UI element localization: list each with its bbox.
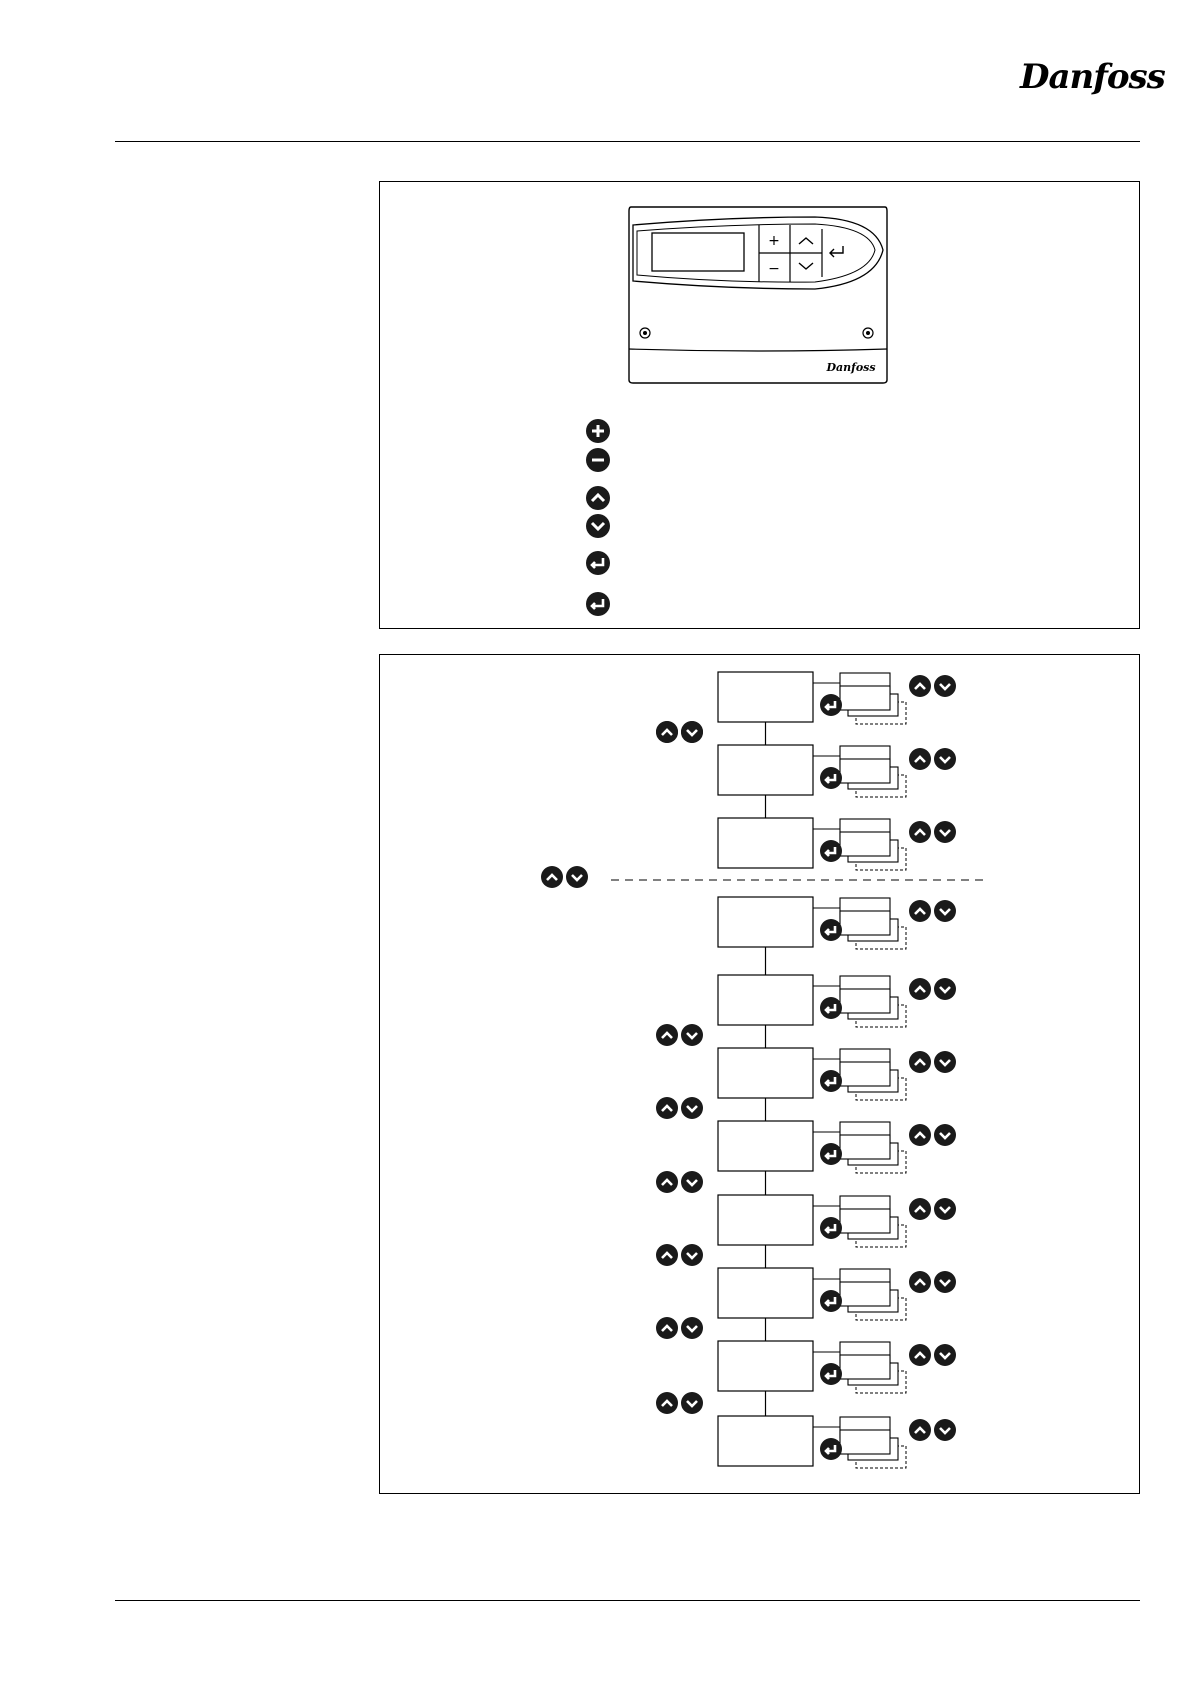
menu-diagram (379, 654, 1140, 1494)
parameter-box (840, 832, 890, 856)
down-button-icon (934, 1344, 956, 1366)
parameter-box (840, 1430, 890, 1454)
menu-item-box (718, 818, 813, 868)
enter-button-icon (820, 767, 842, 789)
up-button-icon (909, 978, 931, 1000)
down-button-icon (934, 1271, 956, 1293)
header-rule (115, 141, 1140, 142)
up-button-icon (909, 900, 931, 922)
danfoss-logo (1012, 52, 1165, 102)
up-button-icon (656, 1097, 678, 1119)
up-button-icon (656, 1024, 678, 1046)
down-button-icon (934, 1419, 956, 1441)
down-button-icon (681, 1024, 703, 1046)
menu-item-box (718, 897, 813, 947)
enter-button-icon (820, 997, 842, 1019)
menu-item-box (718, 1048, 813, 1098)
menu-item-box (718, 1268, 813, 1318)
parameter-box (840, 1135, 890, 1159)
down-button-icon (681, 1392, 703, 1414)
parameter-box (840, 911, 890, 935)
enter-button-icon (820, 840, 842, 862)
device-minus-key: − (768, 261, 780, 277)
parameter-box (840, 1209, 890, 1233)
down-button-icon (934, 1051, 956, 1073)
up-button-icon (909, 1271, 931, 1293)
down-button-icon (681, 721, 703, 743)
enter-button-icon (820, 919, 842, 941)
device-plus-key: + (768, 233, 780, 249)
enter-button-icon (820, 694, 842, 716)
parameter-box (840, 989, 890, 1013)
up-button-icon (585, 485, 611, 511)
up-button-icon (656, 1317, 678, 1339)
parameter-box (840, 759, 890, 783)
up-button-icon (656, 721, 678, 743)
device-small-logo: Danfoss (826, 361, 876, 374)
minus-button-icon (585, 447, 611, 473)
enter-button-icon (820, 1290, 842, 1312)
footer-rule (115, 1600, 1140, 1601)
menu-item-box (718, 1341, 813, 1391)
menu-item-box (718, 975, 813, 1025)
up-button-icon (909, 1419, 931, 1441)
up-button-icon (541, 866, 563, 888)
menu-item-box (718, 672, 813, 722)
down-button-icon (681, 1317, 703, 1339)
controller-illustration (625, 205, 890, 385)
menu-item-box (718, 745, 813, 795)
down-button-icon (934, 1198, 956, 1220)
menu-item-box (718, 1416, 813, 1466)
up-button-icon (909, 821, 931, 843)
menu-item-box (718, 1121, 813, 1171)
enter-button-icon (585, 550, 611, 576)
parameter-box (840, 1062, 890, 1086)
down-button-icon (934, 1124, 956, 1146)
up-button-icon (656, 1392, 678, 1414)
up-button-icon (909, 1344, 931, 1366)
down-button-icon (934, 978, 956, 1000)
up-button-icon (656, 1244, 678, 1266)
down-button-icon (566, 866, 588, 888)
danfoss-logo-text: Danfoss (1020, 57, 1165, 97)
up-button-icon (656, 1171, 678, 1193)
up-button-icon (909, 1198, 931, 1220)
menu-item-box (718, 1195, 813, 1245)
down-button-icon (934, 900, 956, 922)
down-button-icon (585, 513, 611, 539)
up-button-icon (909, 748, 931, 770)
down-button-icon (934, 821, 956, 843)
down-button-icon (681, 1097, 703, 1119)
enter-button-icon (820, 1143, 842, 1165)
down-button-icon (934, 675, 956, 697)
up-button-icon (909, 1051, 931, 1073)
parameter-box (840, 686, 890, 710)
enter-button-icon (820, 1070, 842, 1092)
up-button-icon (909, 1124, 931, 1146)
enter-button-icon (820, 1363, 842, 1385)
parameter-box (840, 1282, 890, 1306)
plus-button-icon (585, 418, 611, 444)
down-button-icon (934, 748, 956, 770)
down-button-icon (681, 1244, 703, 1266)
up-button-icon (909, 675, 931, 697)
down-button-icon (681, 1171, 703, 1193)
enter-button-icon (585, 591, 611, 617)
parameter-box (840, 1355, 890, 1379)
enter-button-icon (820, 1438, 842, 1460)
enter-button-icon (820, 1217, 842, 1239)
